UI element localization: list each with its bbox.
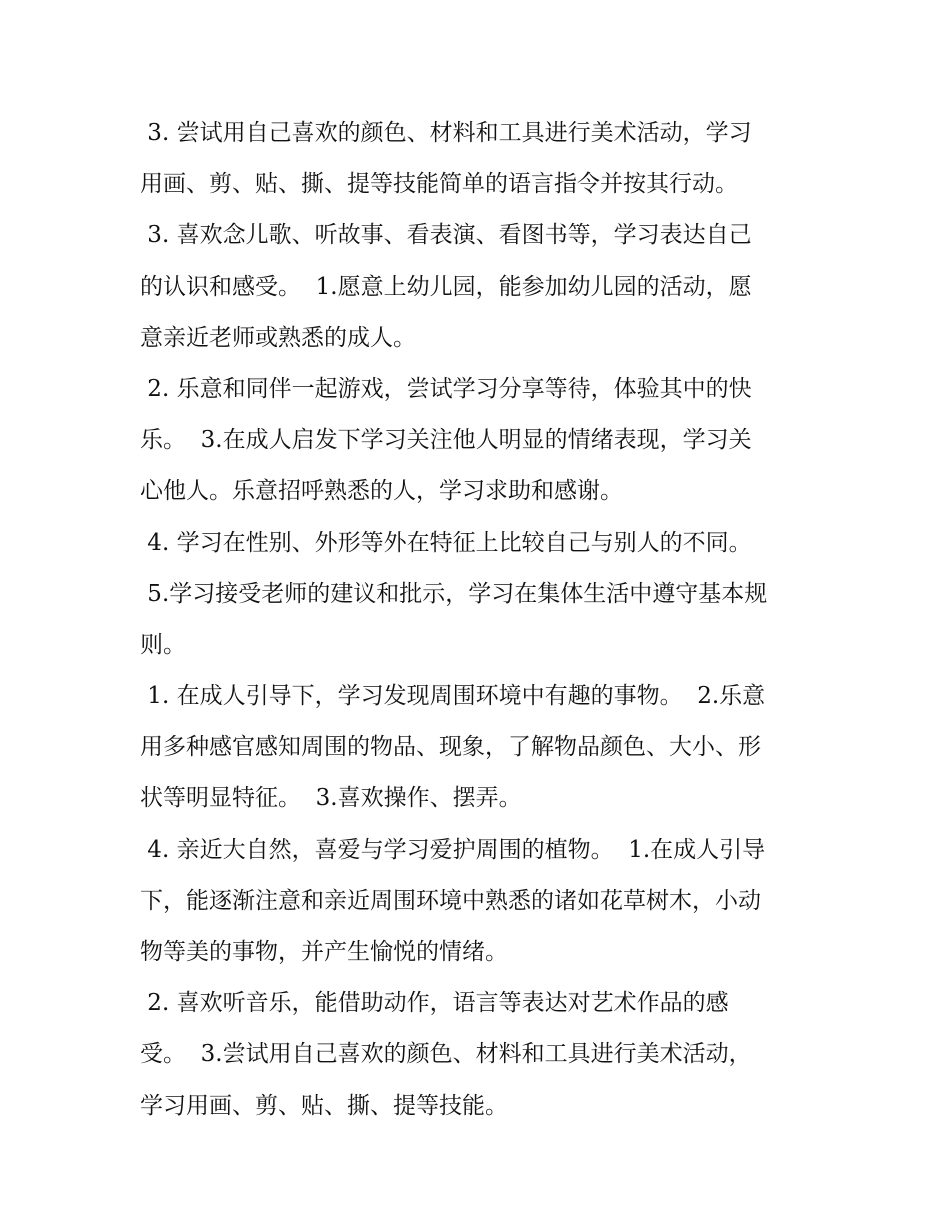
text-line-10: 5.学习接受老师的建议和批示，学习在集体生活中遵守基本规 [140,580,768,607]
text-line-9: 4. 学习在性别、外形等外在特征上比较自己与别人的不同。 [140,529,752,556]
text-line-3: 3. 喜欢念儿歌、听故事、看表演、看图书等，学习表达自己 [140,222,752,249]
text-line-13: 用多种感官感知周围的物品、现象，了解物品颜色、大小、形 [140,734,761,761]
text-line-18: 2. 喜欢听音乐，能借助动作，语言等表达对艺术作品的感 [140,990,729,1017]
text-line-11: 则。 [140,631,186,658]
text-line-20: 学习用画、剪、贴、撕、提等技能。 [140,1092,508,1119]
body-text [140,108,830,1132]
text-line-2: 用画、剪、贴、撕、提等技能简单的语言指令并按其行动。 [140,171,738,198]
text-line-5: 意亲近老师或熟悉的成人。 [140,324,416,351]
text-line-15: 4. 亲近大自然，喜爱与学习爱护周围的植物。 1.在成人引导 [140,836,766,863]
text-line-1: 3. 尝试用自己喜欢的颜色、材料和工具进行美术活动，学习 [140,120,752,146]
text-line-12: 1. 在成人引导下，学习发现周围环境中有趣的事物。 2.乐意 [140,683,766,710]
text-line-16: 下，能逐渐注意和亲近周围环境中熟悉的诸如花草树木，小动 [140,887,761,914]
text-line-4: 的认识和感受。 1.愿意上幼儿园，能参加幼儿园的活动，愿 [140,273,752,300]
text-line-17: 物等美的事物，并产生愉悦的情绪。 [140,939,508,965]
text-line-8: 心他人。乐意招呼熟悉的人，学习求助和感谢。 [140,478,623,505]
text-line-6: 2. 乐意和同伴一起游戏，尝试学习分享等待，体验其中的快 [140,375,752,402]
text-line-19: 受。 3.尝试用自己喜欢的颜色、材料和工具进行美术活动， [140,1041,752,1068]
text-line-14: 状等明显特征。 3.喜欢操作、摆弄。 [140,785,522,812]
text-line-7: 乐。 3.在成人启发下学习关注他人明显的情绪表现，学习关 [140,427,752,454]
